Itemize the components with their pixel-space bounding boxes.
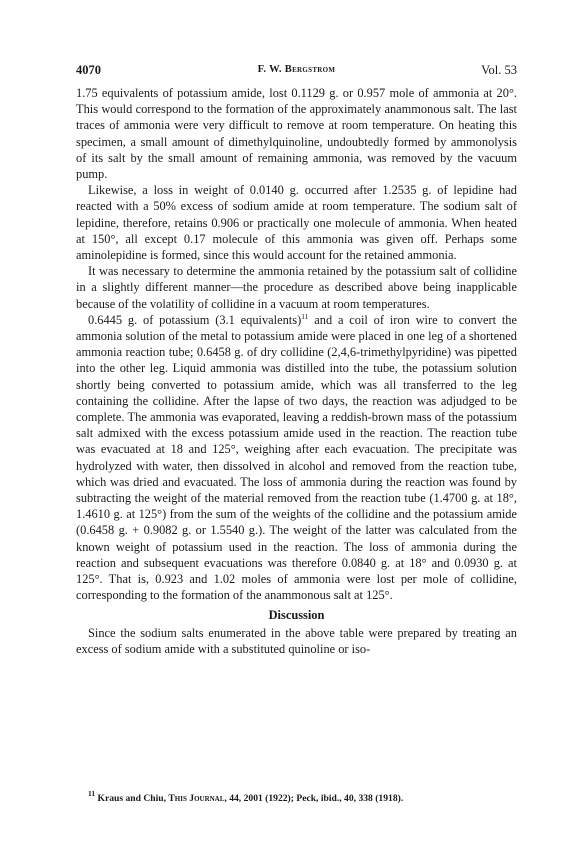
footnote-number: 11 xyxy=(88,789,96,798)
footnote-text: , 44, 2001 (1922); Peck, ibid., 40, 338 (1918). xyxy=(224,793,404,804)
paragraph-text: 0.6445 g. of potassium (3.1 equivalents) xyxy=(88,312,302,327)
section-heading-discussion: Discussion xyxy=(268,607,325,622)
article-body xyxy=(76,85,517,657)
running-title-author: F. W. Bergstrom xyxy=(257,64,336,75)
footnote-text: Kraus and Chiu, xyxy=(95,793,169,804)
footnote xyxy=(76,789,517,805)
running-header xyxy=(76,62,517,78)
paragraph-collidine-experiment xyxy=(76,312,517,604)
paragraph-continued: 1.75 equivalents of potassium amide, lost 0.1129 g. or 0.957 mole of ammonia at 20°. This would correspond to the formation of the approximately anammonous salt. The last traces of ammonia were very difficult to remove at room temperature. On heating this specimen, a small amount of dimethylquinoline, undoubtedly formed by ammonolysis of its salt by the small amount of remaining ammonia, was removed by the vacuum pump. xyxy=(76,86,517,182)
paragraph-collidine-method: It was necessary to determine the ammonia retained by the potassium salt of collidine in a slightly different manner—the procedure as described above being inapplicable because of the volatility of collidine in a vacuum at room temperatures. xyxy=(76,264,517,311)
paragraph-discussion: Since the sodium salts enumerated in the above table were prepared by treating an excess of sodium amide with a substituted quinoline or iso- xyxy=(76,625,517,656)
footnote-journal: This Journal xyxy=(168,793,225,804)
paragraph-text: and a coil of iron wire to convert the ammonia solution of the metal to potassium amide were placed in one leg of a shortened ammonia reaction tube; 0.6458 g. of dry collidine (2,4,6-trimethylpyridine) was pipetted into the other leg. Liquid ammonia was distilled into the tube, the potassium solution shortly being converted to potassium amide, which was all transferred to the leg containing the collidine. After the lapse of two days, the reaction was adjudged to be complete. The ammonia was evaporated, leaving a reddish-brown mass of the potassium salt admixed with the excess potassium amide used in the reaction. The reaction tube was evacuated at 18 and 125°, weighing after each evacuation. The precipitate was hydrolyzed with water, then dissolved in alcohol and removed from the reaction tube, which was dried and evacuated. The loss of ammonia during the reaction was found by subtracting the weight of the material removed from the reaction tube (1.4700 g. at 18°, 1.4610 g. at 125°) from the sum of the weights of the collidine and the potassium amide (0.6458 g. + 0.9082 g. or 1.5540 g.). The weight of the latter was calculated from the known weight of potassium used in the reaction. The loss of ammonia during the reaction and subsequent evacuations was therefore 0.0840 g. at 18° and 0.0930 g. at 125°. That is, 0.923 and 1.02 moles of ammonia were lost per mole of collidine, corresponding to the formation of the anammonous salt at 125°. xyxy=(76,312,517,603)
paragraph-lepidine: Likewise, a loss in weight of 0.0140 g. occurred after 1.2535 g. of lepidine had reacted with a 50% excess of sodium amide at room temperature. The sodium salt of lepidine, therefore, retains 0.906 or practically one molecule of ammonia. When heated at 150°, all except 0.17 molecule of this ammonia was given off. Perhaps some aminolepidine is formed, since this would account for the retained ammonia. xyxy=(76,183,517,263)
volume-number: Vol. 53 xyxy=(481,63,517,77)
page-number: 4070 xyxy=(76,63,101,77)
footnote-reference: 11 xyxy=(301,311,309,321)
